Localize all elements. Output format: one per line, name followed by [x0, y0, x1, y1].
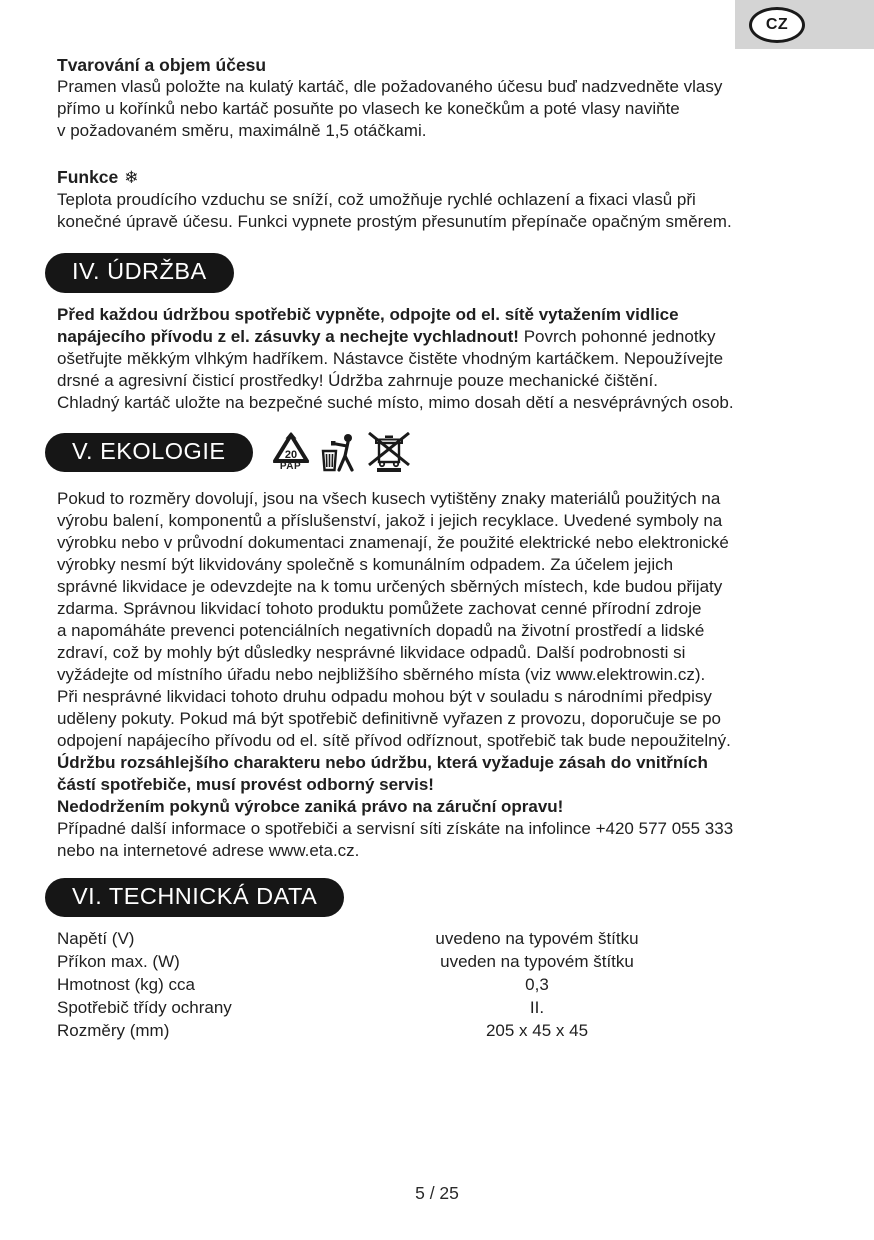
maintenance-bold-lead: Před každou údržbou spotřebič vypněte, odpojte od el. sítě vytažením vidlice napájecího přívodu z el. zásuvky a nechejte vychladnout!	[57, 304, 679, 346]
table-row	[57, 927, 840, 950]
ecology-icons	[271, 432, 411, 472]
tech-label: Spotřebič třídy ochrany	[57, 998, 232, 1017]
ecology-paragraph: Pokud to rozměry dovolují, jsou na všech kusech vytištěny znaky materiálů použitých na výrobu balení, komponentů a příslušenství, jakož i jejich recyklace. Uvedené symboly na výrobku nebo v průvodní dokumentaci znamenají, že použité elektrické nebo elektronické výrobky nesmí být likvidovány společně s komunálním odpadem. Za účelem jejich správné likvidace je odevzdejte na k tomu určených sběrných místech, kde budou přijaty zdarma. Správnou likvidací tohoto produktu pomůžete zachovat cenné přírodní zdroje a napomáháte prevenci potenciálních negativních dopadů na životní prostředí a lidské zdraví, což by mohly být důsledky nesprávné likvidace odpadů. Další podrobnosti si vyžádejte od místního úřadu nebo nejbližšího sběrného místa (viz www.elektrowin.cz). Při nesprávné likvidaci tohoto druhu odpadu mohou být v souladu s národními předpisy uděleny pokuty. Pokud má být spotřebič definitivně vyřazen z provozu, doporučuje se po odpojení napájecího přívodu od el. sítě přívod odříznout, spotřebič tak bude nepoužitelný.	[57, 488, 731, 750]
snowflake-icon: ❄	[124, 168, 139, 187]
service-note-paragraph: Údržbu rozsáhlejšího charakteru nebo údržbu, která vyžaduje zásah do vnitřních částí spotřebiče, musí provést odborný servis! Nedodržením pokynů výrobce zaniká právo na záruční opravu!	[57, 752, 708, 816]
language-badge-label: CZ	[765, 15, 789, 33]
funkce-heading	[57, 166, 840, 189]
language-badge-cz	[749, 7, 805, 43]
pap-recycling-icon	[271, 432, 311, 472]
language-strip	[735, 0, 874, 49]
technical-section-banner: VI. TECHNICKÁ DATA	[45, 878, 344, 918]
info-note-paragraph: Případné další informace o spotřebiči a servisní síti získáte na infolince +420 577 055 333 nebo na internetové adrese www.eta.cz.	[57, 818, 734, 860]
tech-label: Napětí (V)	[57, 929, 135, 948]
technical-data-table	[57, 927, 840, 1042]
page-number: 5 / 25	[415, 1183, 459, 1203]
tech-label: Rozměry (mm)	[57, 1021, 170, 1040]
technical-banner-row	[57, 878, 840, 918]
tech-label: Hmotnost (kg) cca	[57, 975, 195, 994]
funkce-heading-label: Funkce	[57, 167, 119, 187]
table-row	[57, 996, 840, 1019]
maintenance-section-banner: IV. ÚDRŽBA	[45, 253, 234, 293]
tidy-man-svg	[319, 432, 359, 472]
tech-label: Příkon max. (W)	[57, 952, 180, 971]
weee-crossed-bin-icon	[367, 432, 411, 472]
maintenance-paragraph	[57, 304, 840, 414]
pap-recycling-triangle	[271, 432, 311, 464]
tech-value: 0,3	[525, 975, 549, 994]
maintenance-body-rest: Povrch pohonné jednotky ošetřujte měkkým vlhkým hadříkem. Nástavce čistěte vhodným kartáčkem. Nepoužívejte drsné a agresivní čisticí prostředky! Údržba zahrnuje pouze mechanické čištění. Chladný kartáč uložte na bezpečné suché místo, mimo dosah dětí a nesvéprávných osob.	[57, 326, 734, 412]
ecology-banner-row	[57, 432, 840, 474]
svg-text:20: 20	[284, 448, 297, 461]
styling-heading: Tvarování a objem účesu	[57, 55, 267, 75]
tech-value: uvedeno na typovém štítku	[435, 929, 639, 948]
funkce-paragraph: Teplota proudícího vzduchu se sníží, což umožňuje rychlé ochlazení a fixaci vlasů při konečné úpravě účesu. Funkci vypnete prostým přesunutím přepínače opačným směrem.	[57, 190, 732, 231]
tidy-man-icon	[319, 432, 359, 472]
tech-value: II.	[529, 998, 545, 1017]
table-row	[57, 973, 840, 996]
table-row	[57, 950, 840, 973]
weee-crossed-bin-svg	[367, 432, 411, 472]
tech-value: 205 x 45 x 45	[485, 1021, 589, 1040]
maintenance-banner-row	[57, 253, 840, 293]
pap-label: PAP	[279, 460, 302, 472]
tech-value: uveden na typovém štítku	[440, 952, 634, 971]
styling-paragraph: Pramen vlasů položte na kulatý kartáč, dle požadovaného účesu buď nadzvedněte vlasy přímo u kořínků nebo kartáč posuňte po vlasech ke konečkům a poté vlasy naviňte v požadovaném směru, maximálně 1,5 otáčkami.	[57, 77, 723, 140]
ecology-section-banner: V. EKOLOGIE	[45, 433, 253, 473]
table-row	[57, 1019, 840, 1042]
